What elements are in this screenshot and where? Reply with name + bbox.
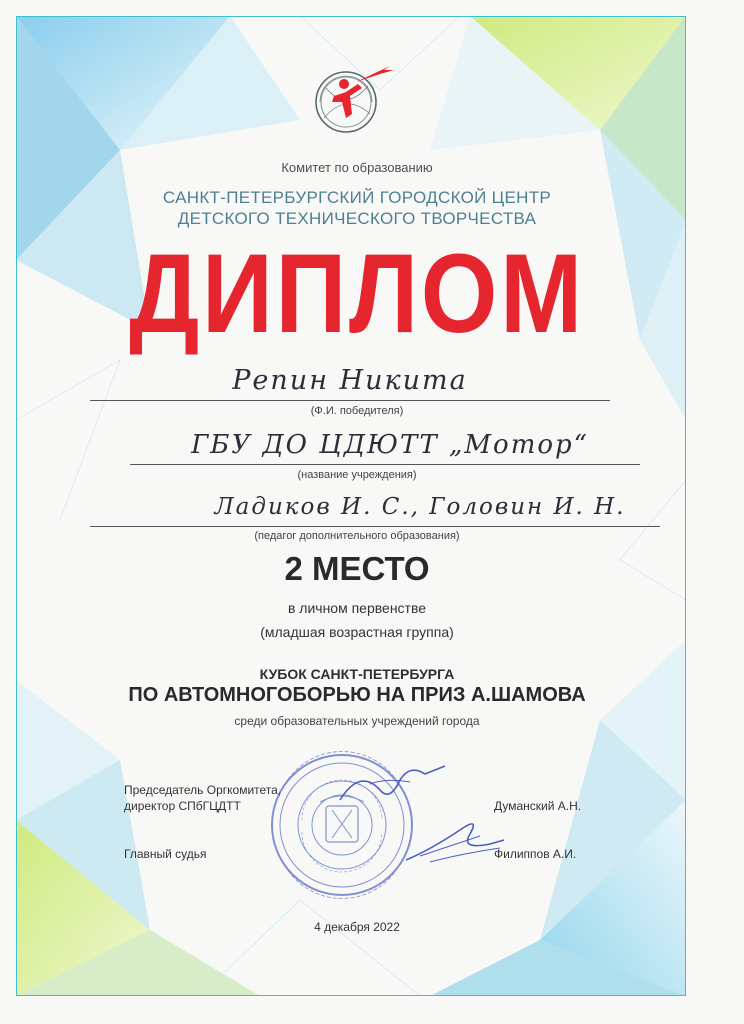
competition-line-2: ПО АВТОМНОГОБОРЬЮ НА ПРИЗ А.ШАМОВА [128,684,586,706]
award-date: 4 декабря 2022 [314,920,400,934]
award-line-2: (младшая возрастная группа) [260,624,454,640]
teacher-name: Ладиков И. С., Головин И. Н. [214,494,626,520]
institution-underline [130,464,640,465]
logo-emblem-icon [306,62,396,142]
chair-title-1: Председатель Оргкомитета, [124,783,282,797]
teacher-underline [90,526,660,527]
institution-caption: (название учреждения) [297,469,417,481]
institution-name: ГБУ ДО ЦДЮТТ „Мотор“ [191,430,589,460]
committee-label: Комитет по образованию [281,160,433,175]
judge-signature-icon [400,810,510,870]
winner-name: Репин Никита [232,365,468,396]
judge-name: Филиппов А.И. [494,847,577,861]
competition-line-3: среди образовательных учреждений города [234,714,480,728]
award-line-1: в личном первенстве [287,600,427,616]
chair-name: Думанский А.Н. [494,799,582,813]
winner-underline [90,400,610,401]
organization-line-2: ДЕТСКОГО ТЕХНИЧЕСКОГО ТВОРЧЕСТВА [177,209,537,228]
organization-line-1: САНКТ-ПЕТЕРБУРГСКИЙ ГОРОДСКОЙ ЦЕНТР [162,188,552,207]
chair-title-2: директор СПбГЦДТТ [124,799,241,813]
winner-caption: (Ф.И. победителя) [310,405,404,417]
diploma-title: ДИПЛОМ [129,231,585,356]
teacher-caption: (педагог дополнительного образования) [254,530,460,542]
judge-title: Главный судья [124,847,207,861]
award-place: 2 МЕСТО [284,550,430,587]
competition-line-1: КУБОК САНКТ-ПЕТЕРБУРГА [259,666,455,682]
chair-signature-icon [330,760,450,810]
